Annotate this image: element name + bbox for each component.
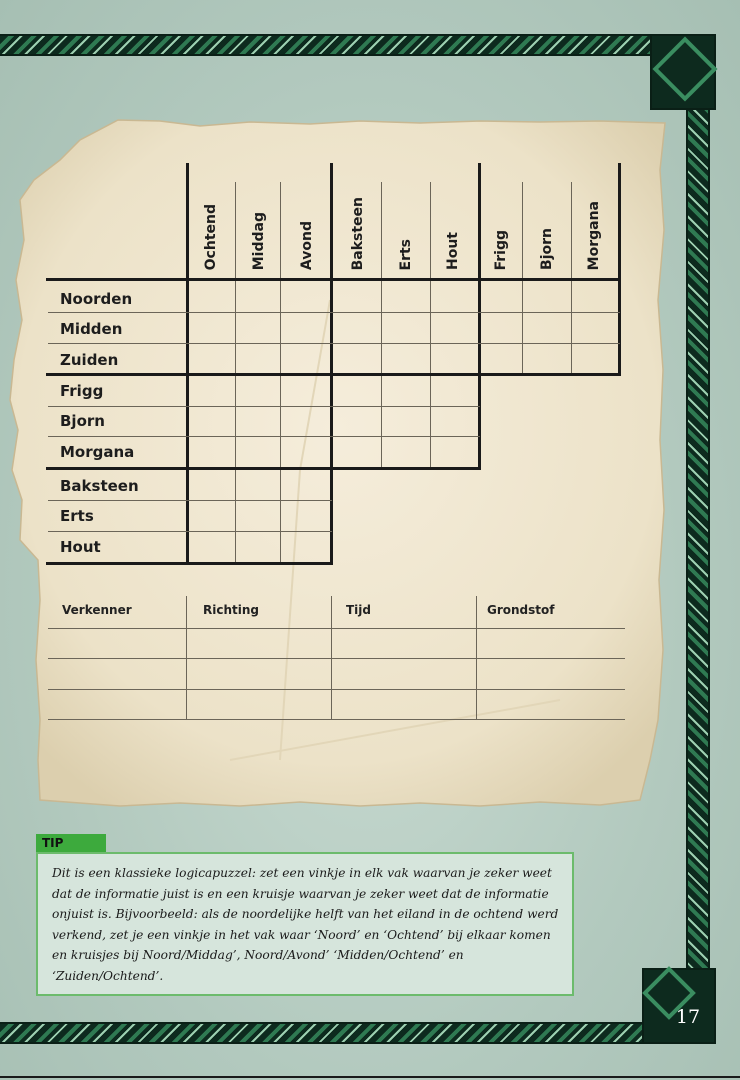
col-header-ochtend: Ochtend: [203, 203, 219, 270]
col-header-baksteen: Baksteen: [350, 196, 366, 270]
grid-line: [330, 163, 333, 565]
grid-line: [381, 182, 382, 468]
col-header-morgana: Morgana: [586, 200, 602, 270]
grid-line: [235, 182, 236, 562]
col-header-erts: Erts: [398, 238, 414, 270]
col-header-bjorn: Bjorn: [539, 228, 555, 270]
grid-line: [478, 163, 481, 470]
row-label-erts: Erts: [60, 507, 94, 525]
table-line: [48, 719, 625, 720]
row-label-bjorn: Bjorn: [60, 412, 105, 430]
col-header-avond: Avond: [299, 220, 315, 270]
grid-line: [46, 278, 621, 281]
table-line: [48, 689, 625, 690]
tip-text: Dit is een klassieke logicapuzzel: zet een vinkje in elk vak waarvan je zeker weet dat de informatie juist is en een kruisje waarvan je zeker weet dat de informatie onjuist is. Bijvoorbeeld: als de noordelijke helft van het eiland in de ochtend werd verkend, zet je een vinkje in het vak waar ‘Noord’ en ‘Ochtend’ bij elkaar komen en kruisjes bij Noord/Middag’, Noord/Avond’ ‘Midden/Ochtend’ en ‘Zuiden/Ochtend’.: [52, 866, 559, 983]
row-label-morgana: Morgana: [60, 443, 135, 461]
grid-line: [46, 467, 481, 470]
grid-line: [48, 531, 332, 532]
row-label-hout: Hout: [60, 538, 101, 556]
tip-label: TIP: [36, 834, 106, 852]
row-label-midden: Midden: [60, 320, 123, 338]
col-header-frigg: Frigg: [493, 229, 509, 270]
page-number: 17: [675, 1006, 701, 1028]
row-label-zuiden: Zuiden: [60, 351, 119, 369]
table-header-verkenner: Verkenner: [62, 603, 132, 617]
grid-line: [48, 312, 620, 313]
grid-line: [280, 182, 281, 562]
grid-line: [618, 163, 621, 376]
table-header-grondstof: Grondstof: [487, 603, 555, 617]
table-line: [48, 658, 625, 659]
table-header-richting: Richting: [203, 603, 259, 617]
row-label-frigg: Frigg: [60, 382, 104, 400]
grid-line: [48, 343, 620, 344]
tip-text-box: [36, 852, 574, 996]
col-header-middag: Middag: [251, 211, 267, 270]
grid-line: [48, 500, 332, 501]
grid-line: [186, 163, 189, 565]
table-header-tijd: Tijd: [346, 603, 372, 617]
grid-line: [48, 436, 480, 437]
grid-line: [48, 406, 480, 407]
row-label-baksteen: Baksteen: [60, 477, 139, 495]
row-label-noorden: Noorden: [60, 290, 133, 308]
col-header-hout: Hout: [445, 232, 461, 270]
grid-line: [430, 182, 431, 468]
table-line: [48, 628, 625, 629]
grid-line: [46, 373, 621, 376]
grid-line: [46, 562, 333, 565]
